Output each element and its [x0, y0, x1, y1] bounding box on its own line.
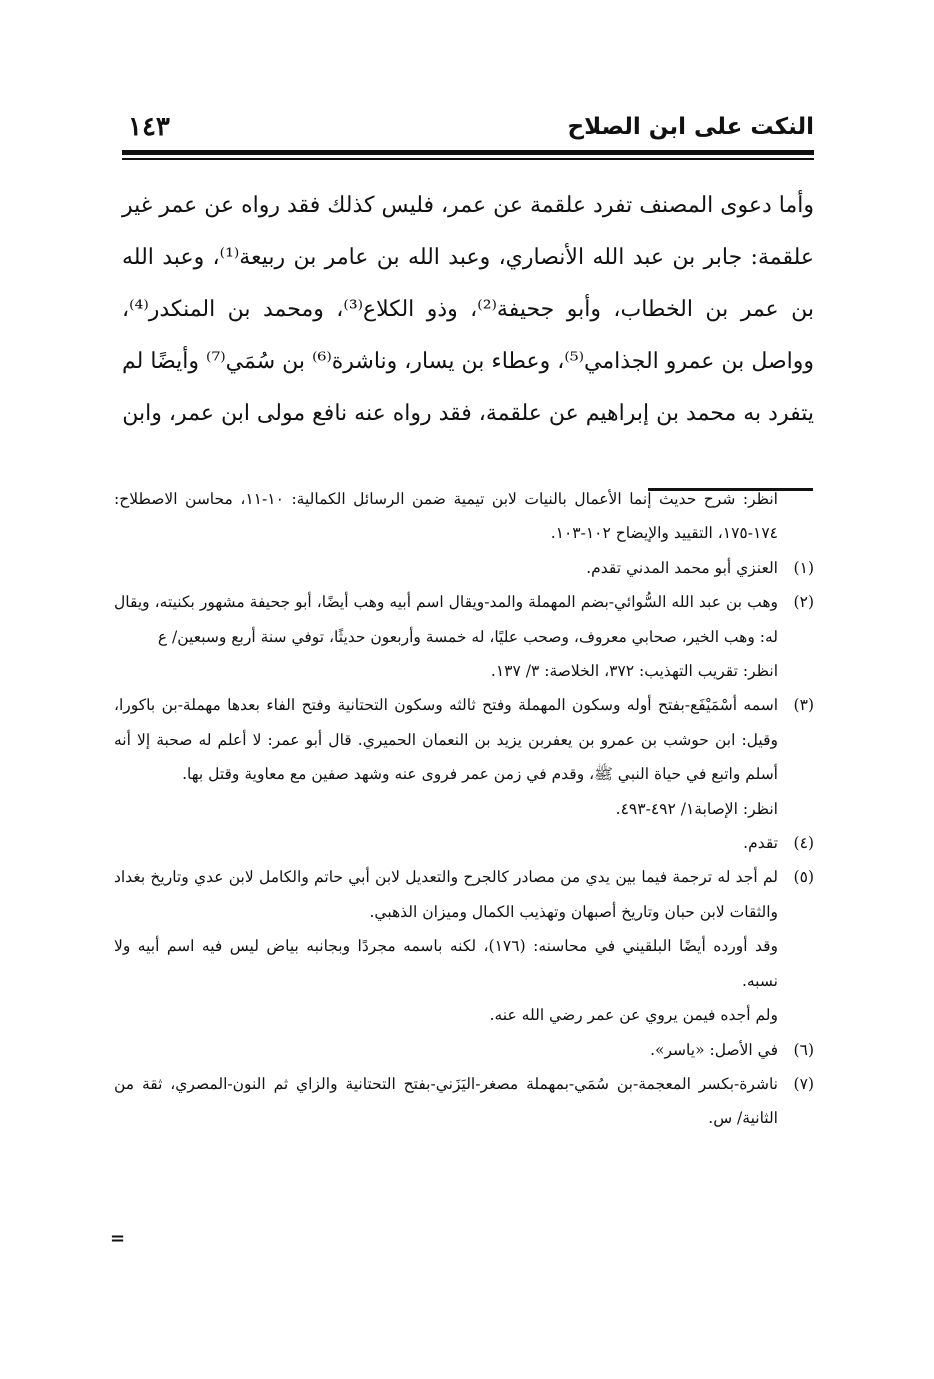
footnote-1: [114, 551, 814, 585]
footnote-body: [114, 585, 778, 688]
footnote-body: [114, 1033, 778, 1067]
footnote-text: تقدم.: [743, 834, 778, 853]
footnotes: [114, 482, 814, 1136]
footnote-number: (٧): [793, 1074, 814, 1093]
footnote-5: [114, 860, 814, 1032]
footnote-body: [114, 826, 778, 860]
footnote-body: [114, 860, 778, 1032]
main-text: [122, 180, 814, 440]
footnote-number: (٥): [793, 868, 814, 887]
main-paragraph: وأما دعوى المصنف تفرد علقمة عن عمر، فليس كذلك فقد رواه عن عمر غير علقمة: جابر بن عبد الله الأنصاري، وعبد الله بن عامر بن ربيعة⁽¹⁾، وعبد الله بن عمر بن الخطاب، وأبو جحيفة⁽²⁾، وذو الكلاع⁽³⁾، ومحمد بن المنكدر⁽⁴⁾، وواصل بن عمرو الجذامي⁽⁵⁾، وعطاء بن يسار، وناشرة⁽⁶⁾ بن سُمَي⁽⁷⁾ وأيضًا لم يتفرد به محمد بن إبراهيم عن علقمة، فقد رواه عنه نافع مولى ابن عمر، وابن: [122, 193, 815, 426]
footnote-2: [114, 585, 814, 688]
footnote-6: [114, 1033, 814, 1067]
footnote-text: انظر: الإصابة١/ ٤٩٢-٤٩٣.: [615, 799, 778, 818]
page-number: ١٤٣: [128, 112, 170, 142]
footnote-text: العنزي أبو محمد المدني تقدم.: [586, 558, 778, 577]
footnote-number: (٤): [793, 834, 814, 853]
footnote-body: [114, 1067, 778, 1136]
running-title: النكت على ابن الصلاح: [567, 114, 814, 140]
footnote-number: (١): [793, 558, 814, 577]
footnote-3: [114, 688, 814, 826]
header-rule-thin: [122, 158, 814, 160]
footnote-7: [114, 1067, 814, 1136]
footnote-body: [114, 688, 778, 826]
footnote-text: وهب بن عبد الله السُّوائي-بضم المهملة والمد-ويقال اسم أبيه وهب أيضًا، أبو جحيفة مشهور بكنيته، ويقال له: وهب الخير، صحابي معروف، وصحب عليًا، له خمسة وأربعون حديثًا، توفي سنة أربع وسبعين/ ع: [114, 593, 778, 646]
footnote-body: [114, 551, 778, 585]
footnote-text: وقد أورده أيضًا البلقيني في محاسنه: (١٧٦)، لكنه باسمه مجردًا وبجانبه بياض ليس فيه اسم أبيه ولا نسبه.: [114, 937, 778, 990]
footnote-text: انظر: تقريب التهذيب: ٣٧٢، الخلاصة: ٣/ ١٣٧.: [490, 662, 778, 681]
footnote-number: (٣): [793, 696, 814, 715]
footnote-4: [114, 826, 814, 860]
footnote-text: ولم أجده فيمن يروي عن عمر رضي الله عنه.: [489, 1006, 778, 1025]
footnote-preamble: انظر: شرح حديث إنما الأعمال بالنيات لابن تيمية ضمن الرسائل الكمالية: ١٠-١١، محاسن الاصطلاح: ١٧٤-١٧٥، التقييد والإيضاح ١٠٢-١٠٣.: [114, 490, 778, 543]
page-header: [122, 110, 814, 148]
footnote-text: لم أجد له ترجمة فيما بين يدي من مصادر كالجرح والتعديل لابن أبي حاتم والكامل لابن عدي وتاريخ بغداد والثقات لابن حبان وتاريخ أصبهان وتهذيب الكمال وميزان الذهبي.: [114, 868, 778, 921]
footnote-text: ناشرة-بكسر المعجمة-بن سُمَي-بمهملة مصغر-اليَزَني-بفتح التحتانية والزاي ثم النون-المصري، ثقة من الثانية/ س.: [114, 1074, 778, 1128]
footnote-text: اسمه أسْمَيْفَع-بفتح أوله وسكون المهملة وفتح ثالثه وسكون التحتانية وفتح الفاء بعدها مهملة-بن باكورا، وقيل: ابن حوشب بن عمرو بن يعفربن يزيد بن النعمان الحميري. قال أبو عمر: لا أعلم له صحبة إلا أنه أسلم واتبع في حياة النبي ﷺ، وقدم في زمن عمر فروى عنه وشهد صفين مع معاوية وقتل بها.: [114, 696, 778, 784]
footnote-number: (٦): [793, 1040, 814, 1059]
footnote-number: (٢): [793, 593, 814, 612]
continuation-mark: =: [110, 1228, 126, 1249]
header-rule-thick: [122, 150, 814, 155]
footnote-text: في الأصل: «ياسر».: [650, 1040, 778, 1059]
